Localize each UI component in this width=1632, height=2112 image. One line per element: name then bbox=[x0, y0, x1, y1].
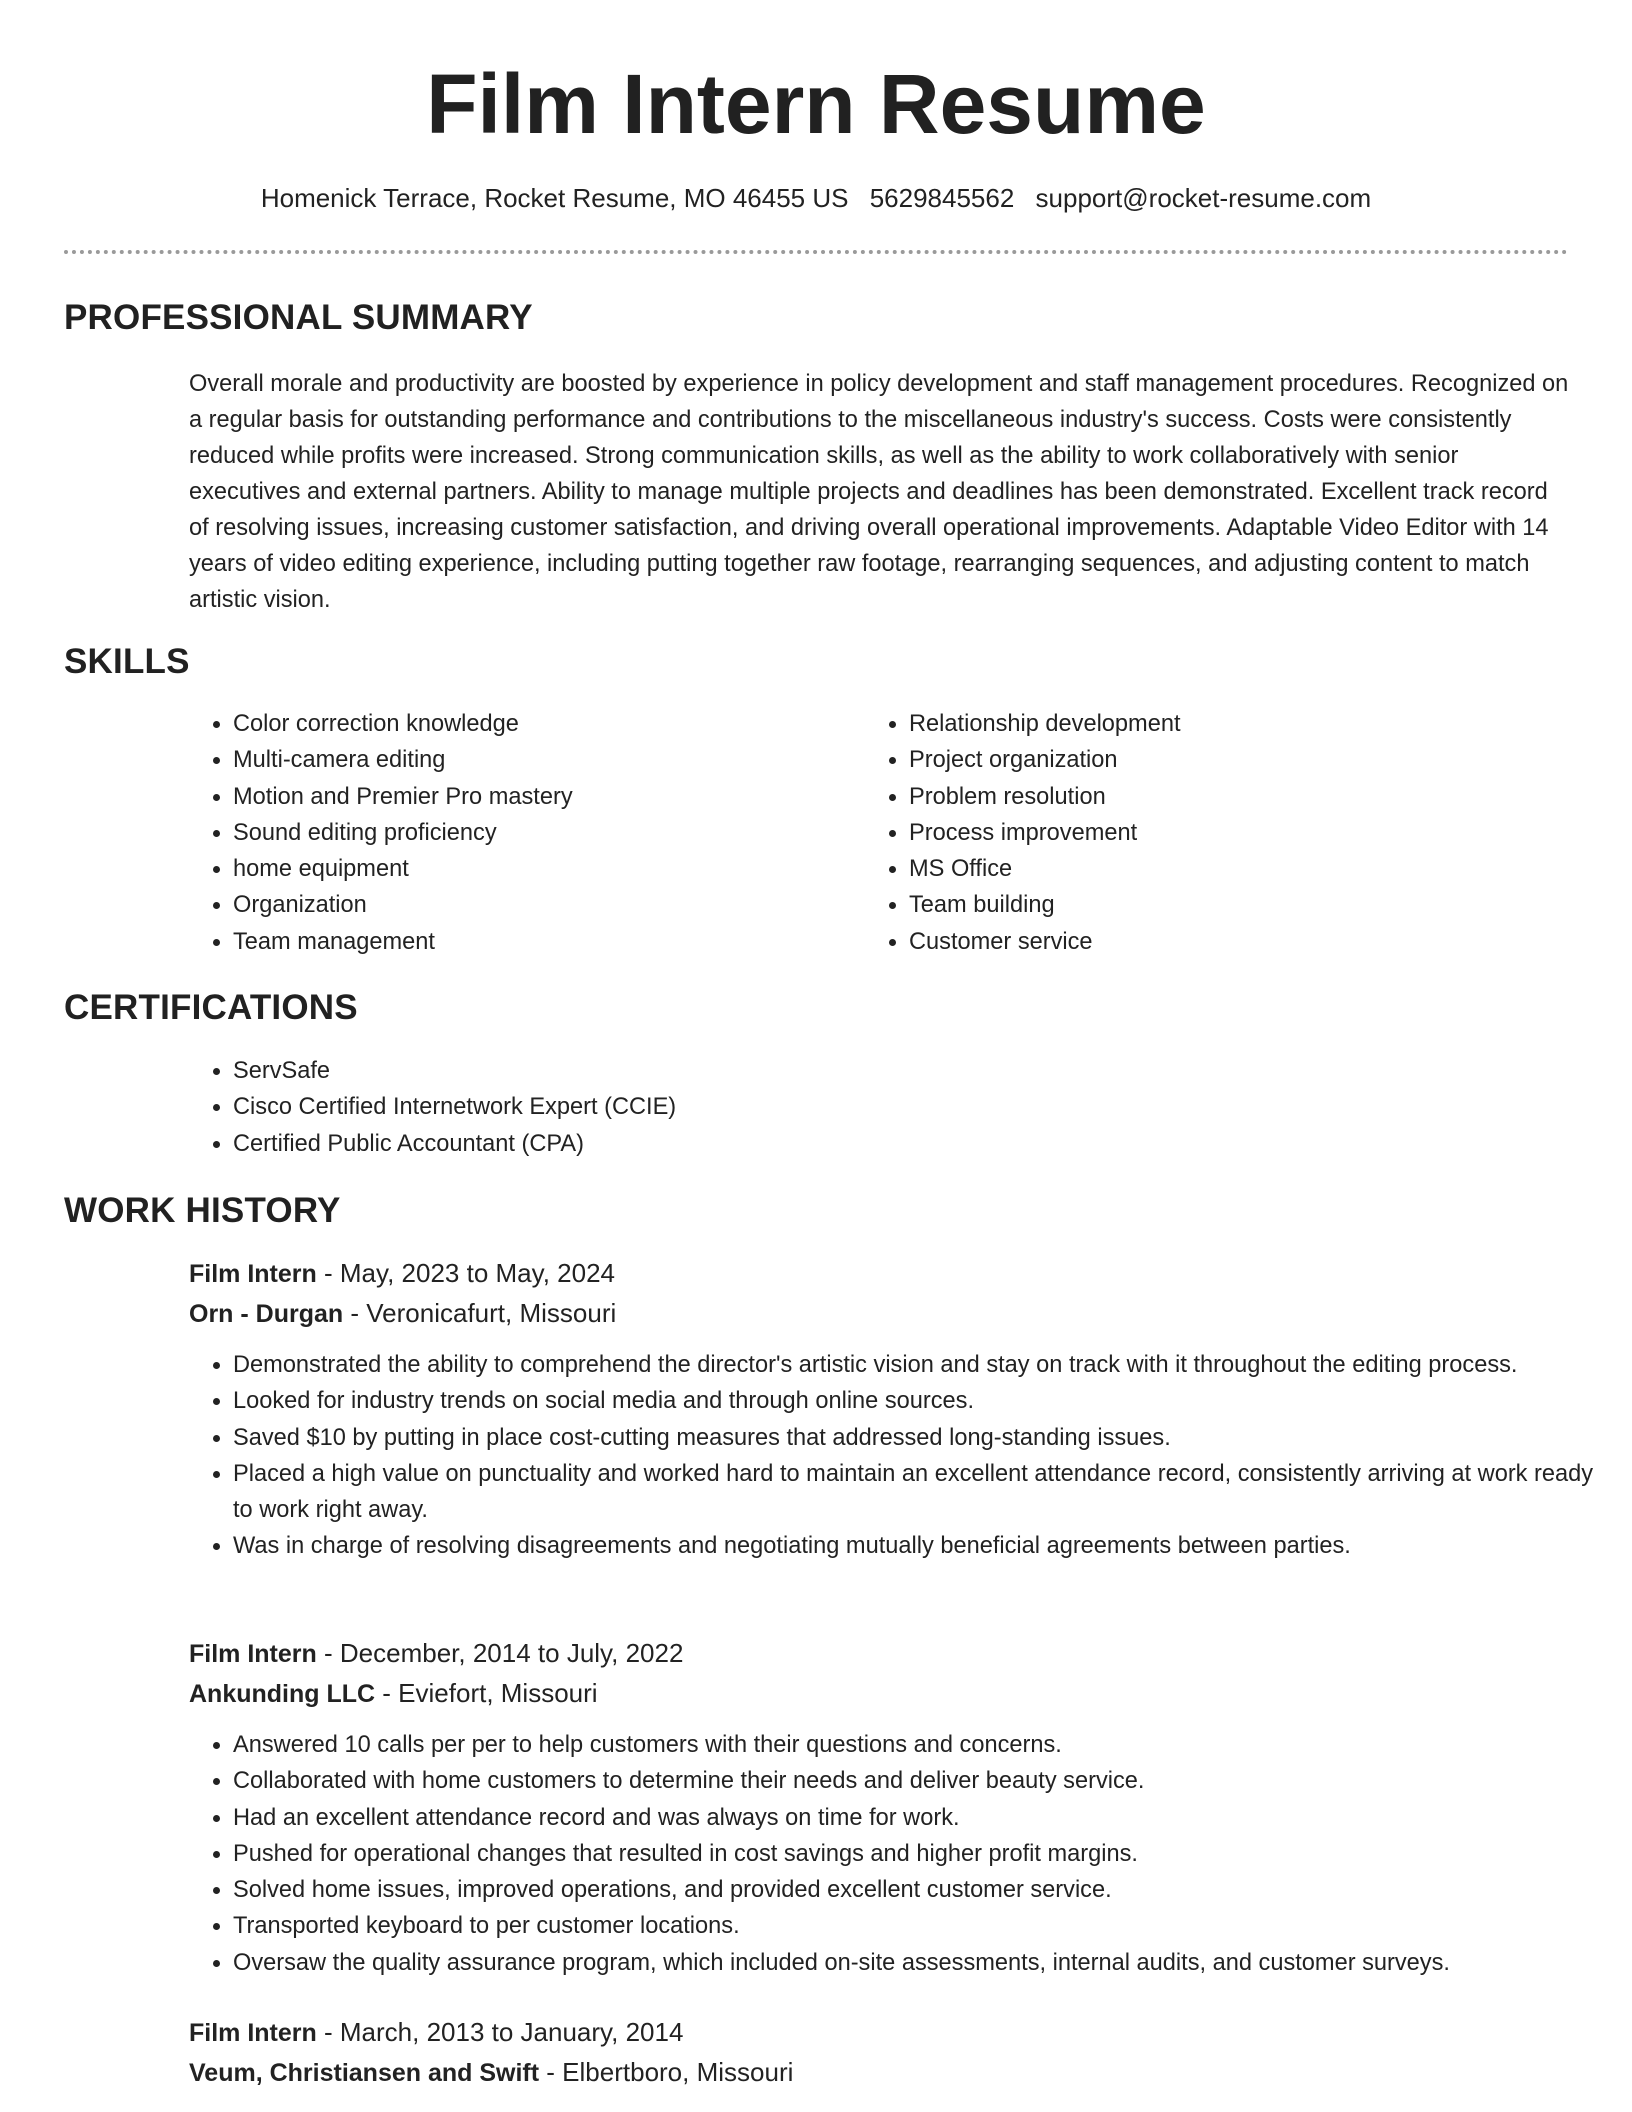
summary-text: Overall morale and productivity are boosted by experience in policy development and staff management procedures. Recognized on a regular basis for outstanding performance and contributions to the miscellaneous industry's success. Costs were consistently reduced while profits were increased. Strong communication skills, as well as the ability to work collaboratively with senior executives and external partners. Ability to manage multiple projects and deadlines has been demonstrated. Excellent track record of resolving issues, increasing customer satisfaction, and driving overall operational improvements. Adaptable Video Editor with 14 years of video editing experience, including putting together raw footage, rearranging sequences, and adjusting content to match artistic vision. bbox=[189, 371, 1569, 613]
list-item: • Transported keyboard to per customer locations. bbox=[233, 1908, 1613, 1944]
certifications-list bbox=[189, 1053, 1233, 1162]
list-item: • Customer service bbox=[909, 924, 1549, 960]
skills-list-left bbox=[189, 706, 853, 960]
list-item: • Saved $10 by putting in place cost-cutting measures that addressed long-standing issues. bbox=[233, 1420, 1613, 1456]
job-dates: - December, 2014 to July, 2022 bbox=[316, 1638, 684, 1668]
job-company: Orn - Durgan bbox=[189, 1300, 344, 1328]
skills-list-right bbox=[865, 706, 1549, 960]
list-item: • Oversaw the quality assurance program, which included on-site assessments, internal audits, and customer surveys. bbox=[233, 1945, 1613, 1981]
job-company: Ankunding LLC bbox=[189, 1680, 376, 1708]
list-item: • Had an excellent attendance record and was always on time for work. bbox=[233, 1800, 1613, 1836]
list-item: • Multi-camera editing bbox=[233, 742, 853, 778]
job-title-line bbox=[189, 2014, 683, 2051]
list-item: • Project organization bbox=[909, 742, 1549, 778]
job-duties-list bbox=[189, 1727, 1613, 1981]
list-item: • ServSafe bbox=[233, 1053, 1233, 1089]
header-divider bbox=[64, 250, 1568, 254]
job-title: Film Intern bbox=[189, 1260, 317, 1288]
job-company: Veum, Christiansen and Swift bbox=[189, 2059, 540, 2087]
list-item: • MS Office bbox=[909, 851, 1549, 887]
contact-line bbox=[0, 180, 1632, 216]
list-item: • Team management bbox=[233, 924, 853, 960]
job-location: - Elbertboro, Missouri bbox=[539, 2057, 794, 2087]
list-item: • Cisco Certified Internetwork Expert (CCIE) bbox=[233, 1089, 1233, 1125]
job-title: Film Intern bbox=[189, 1640, 317, 1668]
list-item: • Color correction knowledge bbox=[233, 706, 853, 742]
contact-phone: 5629845562 bbox=[869, 183, 1015, 213]
list-item: • Pushed for operational changes that resulted in cost savings and higher profit margins. bbox=[233, 1836, 1613, 1872]
skills-heading: SKILLS bbox=[64, 642, 190, 681]
list-item: • Collaborated with home customers to determine their needs and deliver beauty service. bbox=[233, 1763, 1613, 1799]
job-title: Film Intern bbox=[189, 2019, 317, 2047]
job-location: - Eviefort, Missouri bbox=[375, 1678, 598, 1708]
job-dates: - March, 2013 to January, 2014 bbox=[316, 2017, 684, 2047]
list-item: • Answered 10 calls per per to help customers with their questions and concerns. bbox=[233, 1727, 1613, 1763]
resume-title: Film Intern Resume bbox=[426, 57, 1206, 151]
contact-address: Homenick Terrace, Rocket Resume, MO 46455 US bbox=[260, 183, 849, 213]
list-item: • Problem resolution bbox=[909, 779, 1549, 815]
contact-email: support@rocket-resume.com bbox=[1035, 183, 1372, 213]
list-item: • Placed a high value on punctuality and worked hard to maintain an excellent attendance record, consistently arriving at work ready to work right away. bbox=[233, 1456, 1613, 1529]
list-item: • Process improvement bbox=[909, 815, 1549, 851]
job-dates: - May, 2023 to May, 2024 bbox=[316, 1258, 615, 1288]
list-item: • Looked for industry trends on social media and through online sources. bbox=[233, 1383, 1613, 1419]
list-item: • Organization bbox=[233, 887, 853, 923]
job-location: - Veronicafurt, Missouri bbox=[343, 1298, 617, 1328]
summary-heading: PROFESSIONAL SUMMARY bbox=[64, 298, 533, 337]
list-item: • home equipment bbox=[233, 851, 853, 887]
job-title-line bbox=[189, 1255, 615, 1292]
list-item: • Solved home issues, improved operations, and provided excellent customer service. bbox=[233, 1872, 1613, 1908]
work-history-heading: WORK HISTORY bbox=[64, 1191, 341, 1230]
job-company-line bbox=[189, 1675, 598, 1712]
list-item: • Certified Public Accountant (CPA) bbox=[233, 1126, 1233, 1162]
list-item: • Team building bbox=[909, 887, 1549, 923]
job-company-line bbox=[189, 2054, 793, 2091]
certifications-heading: CERTIFICATIONS bbox=[64, 988, 358, 1027]
list-item: • Sound editing proficiency bbox=[233, 815, 853, 851]
job-title-line bbox=[189, 1635, 683, 1672]
list-item: • Relationship development bbox=[909, 706, 1549, 742]
list-item: • Was in charge of resolving disagreements and negotiating mutually beneficial agreements between parties. bbox=[233, 1528, 1613, 1564]
job-duties-list bbox=[189, 1347, 1613, 1565]
job-company-line bbox=[189, 1295, 616, 1332]
list-item: • Demonstrated the ability to comprehend the director's artistic vision and stay on track with it throughout the editing process. bbox=[233, 1347, 1613, 1383]
list-item: • Motion and Premier Pro mastery bbox=[233, 779, 853, 815]
